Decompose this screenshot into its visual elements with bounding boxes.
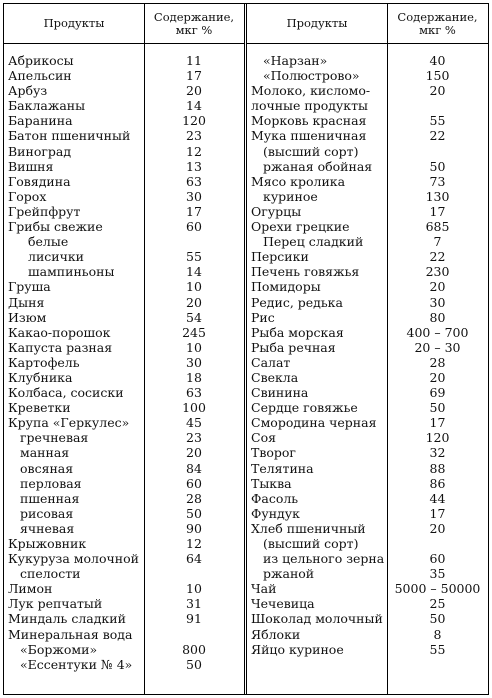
content-value: 7: [433, 234, 442, 250]
product-name: Морковь красная: [251, 113, 367, 129]
content-value: 63: [186, 173, 202, 189]
content-value: 245: [182, 324, 206, 340]
content-value: 22: [429, 128, 446, 144]
table-row: [4, 113, 244, 128]
content-value: 91: [186, 611, 202, 627]
table-row: [247, 234, 488, 249]
table-row: [247, 310, 488, 325]
table-row: [4, 566, 244, 581]
table-row: [247, 68, 488, 83]
content-value: 90: [186, 520, 202, 536]
product-name: Батон пшеничный: [8, 128, 131, 144]
product-name: Виноград: [8, 143, 72, 159]
product-name: Кукуруза молочной: [8, 551, 139, 567]
product-name: Творог: [251, 445, 296, 461]
content-value: 28: [429, 354, 446, 370]
product-name: Капуста разная: [8, 339, 113, 355]
table-row: [247, 83, 488, 98]
table-row: [4, 174, 244, 189]
nutrient-table: [3, 3, 489, 695]
product-name: Яйцо куриное: [251, 641, 344, 657]
content-value: 84: [186, 460, 202, 476]
product-name: Рыба морская: [251, 324, 344, 340]
header-product-right-label: Продукты: [286, 16, 348, 30]
product-name: Рис: [251, 309, 275, 325]
content-value: 64: [186, 551, 202, 567]
table-row: [247, 400, 488, 415]
product-name: перловая: [20, 475, 82, 491]
product-name: Горох: [8, 188, 47, 204]
product-name: Огурцы: [251, 203, 302, 219]
content-value: 400 – 700: [406, 324, 469, 340]
product-name: Персики: [251, 249, 309, 265]
table-row: [247, 159, 488, 174]
product-name: Салат: [251, 354, 291, 370]
content-value: 50: [186, 656, 202, 672]
content-value: 50: [429, 400, 446, 416]
product-name: овсяная: [20, 460, 74, 476]
content-value: 17: [429, 415, 446, 431]
product-name: ячневая: [20, 520, 75, 536]
product-name: Картофель: [8, 354, 80, 370]
table-row: [247, 642, 488, 657]
content-value: 10: [186, 279, 202, 295]
content-value: 8: [433, 626, 442, 642]
product-name: Орехи грецкие: [251, 219, 350, 235]
content-value: 23: [186, 128, 202, 144]
content-value: 63: [186, 385, 202, 401]
table-row: [4, 355, 244, 370]
product-name: Баклажаны: [8, 98, 86, 114]
content-value: 20: [429, 279, 446, 295]
content-value: 32: [429, 445, 446, 461]
content-value: 55: [429, 641, 446, 657]
content-value: 22: [429, 249, 446, 265]
table-row: [247, 174, 488, 189]
product-name: Минеральная вода: [8, 626, 133, 642]
content-value: 10: [186, 581, 202, 597]
table-row: [4, 657, 244, 672]
content-value: 54: [186, 309, 202, 325]
content-value: 130: [425, 188, 450, 204]
table-row: [247, 128, 488, 143]
product-name: Соя: [251, 430, 276, 446]
table-row: [4, 340, 244, 355]
content-value: 14: [186, 264, 202, 280]
table-row: [4, 611, 244, 626]
product-name: Миндаль сладкий: [8, 611, 126, 627]
product-name: Лимон: [8, 581, 53, 597]
product-name: Свинина: [251, 385, 309, 401]
header-product-right: [247, 4, 387, 44]
header-product-left-label: Продукты: [43, 16, 105, 30]
product-name: Крупа «Геркулес»: [8, 415, 130, 431]
content-value: 25: [429, 596, 446, 612]
product-name: Арбуз: [8, 83, 48, 99]
content-value: 5000 – 50000: [394, 581, 481, 597]
table-row: [4, 642, 244, 657]
product-name: Лук репчатый: [8, 596, 103, 612]
product-name: лочные продукты: [251, 98, 368, 114]
content-value: 60: [429, 551, 446, 567]
product-name: Изюм: [8, 309, 47, 325]
content-value: 14: [186, 98, 202, 114]
product-name: спелости: [20, 566, 81, 582]
table-row: [4, 400, 244, 415]
product-name: Перец сладкий: [263, 234, 364, 250]
content-value: 11: [186, 53, 202, 68]
product-name: Сердце говяжье: [251, 400, 358, 416]
product-name: Грибы свежие: [8, 219, 103, 235]
table-row: [4, 521, 244, 536]
content-value: 55: [429, 113, 446, 129]
product-name: Чечевица: [251, 596, 315, 612]
content-value: 230: [425, 264, 450, 280]
table-row: [4, 295, 244, 310]
table-row: [247, 415, 488, 430]
table-row: [4, 506, 244, 521]
content-value: 20: [186, 83, 202, 99]
table-row: [4, 128, 244, 143]
content-value: 80: [429, 309, 446, 325]
content-value: 120: [182, 113, 206, 129]
header-product-left: [4, 4, 144, 44]
content-value: 30: [186, 354, 202, 370]
content-value: 20: [186, 445, 202, 461]
content-value: 50: [429, 158, 446, 174]
table-row: [247, 264, 488, 279]
product-name: гречневая: [20, 430, 89, 446]
table-row: [4, 234, 244, 249]
table-row: [247, 521, 488, 536]
table-row: [247, 189, 488, 204]
table-row: [4, 581, 244, 596]
table-row: [4, 144, 244, 159]
content-value: 35: [429, 566, 446, 582]
product-name: «Боржоми»: [20, 641, 98, 657]
table-row: [4, 189, 244, 204]
table-row: [247, 279, 488, 294]
table-row: [247, 325, 488, 340]
table-row: [4, 445, 244, 460]
table-row: [4, 491, 244, 506]
product-name: Редис, редька: [251, 294, 343, 310]
content-value: 20 – 30: [414, 339, 461, 355]
product-name: Молоко, кисломо-: [251, 83, 371, 99]
table-row: [247, 385, 488, 400]
table-row: [4, 219, 244, 234]
header-content-left: [144, 4, 244, 44]
table-row: [247, 295, 488, 310]
content-value: 30: [429, 294, 446, 310]
product-name: Вишня: [8, 158, 54, 174]
content-value: 17: [186, 203, 202, 219]
table-row: [4, 325, 244, 340]
content-value: 685: [425, 219, 450, 235]
content-value: 20: [186, 294, 202, 310]
content-value: 31: [186, 596, 202, 612]
product-name: Смородина черная: [251, 415, 377, 431]
product-name: Рыба речная: [251, 339, 336, 355]
product-name: из цельного зерна: [263, 551, 385, 567]
product-name: Грейпфрут: [8, 203, 81, 219]
content-value: 60: [186, 475, 202, 491]
product-name: Баранина: [8, 113, 73, 129]
product-name: Груша: [8, 279, 51, 295]
table-row: [247, 113, 488, 128]
table-row: [247, 204, 488, 219]
product-name: Хлеб пшеничный: [251, 520, 366, 536]
content-value: 50: [186, 505, 202, 521]
content-value: 18: [186, 369, 202, 385]
content-value: 12: [186, 536, 202, 551]
header-content-right-label: Содержание, мкг %: [397, 9, 478, 37]
table-row: [247, 98, 488, 113]
content-value: 73: [429, 173, 446, 189]
content-value: 120: [425, 430, 450, 446]
table-row: [4, 83, 244, 98]
product-name: Говядина: [8, 173, 71, 189]
content-value: 40: [429, 53, 446, 68]
table-row: [247, 461, 488, 476]
table-row: [247, 355, 488, 370]
content-value: 20: [429, 520, 446, 536]
table-row: [4, 536, 244, 551]
product-name: рисовая: [20, 505, 74, 521]
product-name: ржаной: [263, 566, 315, 582]
product-name: Креветки: [8, 400, 71, 416]
product-name: Мясо кролика: [251, 173, 346, 189]
product-name: Печень говяжья: [251, 264, 360, 280]
content-value: 800: [182, 641, 206, 657]
right-column: [247, 53, 488, 657]
product-name: Яблоки: [251, 626, 301, 642]
table-row: [247, 596, 488, 611]
table-row: [4, 551, 244, 566]
header-content-right: [387, 4, 488, 44]
product-name: белые: [28, 234, 69, 250]
content-value: 86: [429, 475, 446, 491]
product-name: Фундук: [251, 505, 300, 521]
product-name: Помидоры: [251, 279, 321, 295]
content-value: 12: [186, 143, 202, 159]
table-row: [247, 219, 488, 234]
content-value: 44: [429, 490, 446, 506]
content-value: 100: [182, 400, 206, 416]
table-row: [4, 415, 244, 430]
table-row: [247, 430, 488, 445]
product-name: манная: [20, 445, 70, 461]
content-value: 45: [186, 415, 202, 431]
product-name: Телятина: [251, 460, 314, 476]
table-row: [247, 581, 488, 596]
product-name: лисички: [28, 249, 85, 265]
content-value: 13: [186, 158, 202, 174]
content-value: 17: [186, 68, 202, 84]
table-row: [4, 159, 244, 174]
product-name: «Нарзан»: [263, 53, 328, 68]
product-name: пшенная: [20, 490, 80, 506]
table-row: [4, 627, 244, 642]
product-name: «Полюстрово»: [263, 68, 360, 84]
table-row: [4, 68, 244, 83]
product-name: Тыква: [251, 475, 292, 491]
product-name: (высший сорт): [263, 536, 359, 551]
table-row: [4, 264, 244, 279]
table-row: [247, 340, 488, 355]
table-row: [4, 310, 244, 325]
content-value: 150: [425, 68, 450, 84]
table-row: [247, 249, 488, 264]
table-row: [4, 476, 244, 491]
content-value: 50: [429, 611, 446, 627]
product-name: Чай: [251, 581, 277, 597]
table-row: [247, 476, 488, 491]
content-value: 69: [429, 385, 446, 401]
left-column: [4, 53, 244, 672]
table-row: [4, 370, 244, 385]
product-name: Колбаса, сосиски: [8, 385, 124, 401]
product-name: Апельсин: [8, 68, 72, 84]
content-value: 10: [186, 339, 202, 355]
content-value: 17: [429, 203, 446, 219]
content-value: 17: [429, 505, 446, 521]
product-name: Шоколад молочный: [251, 611, 383, 627]
table-row: [247, 445, 488, 460]
content-value: 55: [186, 249, 202, 265]
table-row: [247, 506, 488, 521]
product-name: Фасоль: [251, 490, 299, 506]
content-value: 20: [429, 83, 446, 99]
product-name: шампиньоны: [28, 264, 115, 280]
table-row: [4, 204, 244, 219]
content-value: 28: [186, 490, 202, 506]
content-value: 23: [186, 430, 202, 446]
product-name: Дыня: [8, 294, 45, 310]
product-name: (высший сорт): [263, 143, 359, 159]
product-name: Какао-порошок: [8, 324, 111, 340]
table-row: [4, 279, 244, 294]
table-row: [247, 53, 488, 68]
table-row: [4, 98, 244, 113]
content-value: 88: [429, 460, 446, 476]
product-name: Мука пшеничная: [251, 128, 367, 144]
table-row: [247, 566, 488, 581]
table-row: [247, 611, 488, 626]
product-name: ржаная обойная: [263, 158, 373, 174]
content-value: 20: [429, 369, 446, 385]
table-row: [247, 370, 488, 385]
content-value: 30: [186, 188, 202, 204]
product-name: «Ессентуки № 4»: [20, 656, 133, 672]
table-row: [247, 491, 488, 506]
table-row: [4, 249, 244, 264]
product-name: Свекла: [251, 369, 299, 385]
table-row: [4, 385, 244, 400]
table-row: [4, 461, 244, 476]
table-row: [4, 430, 244, 445]
product-name: Абрикосы: [8, 53, 74, 68]
table-row: [247, 144, 488, 159]
table-row: [247, 627, 488, 642]
table-row: [247, 536, 488, 551]
product-name: Крыжовник: [8, 536, 87, 551]
header-content-left-label: Содержание, мкг %: [153, 9, 235, 37]
product-name: Клубника: [8, 369, 73, 385]
table-row: [247, 551, 488, 566]
content-value: 60: [186, 219, 202, 235]
table-row: [4, 596, 244, 611]
product-name: куриное: [263, 188, 318, 204]
table-row: [4, 53, 244, 68]
